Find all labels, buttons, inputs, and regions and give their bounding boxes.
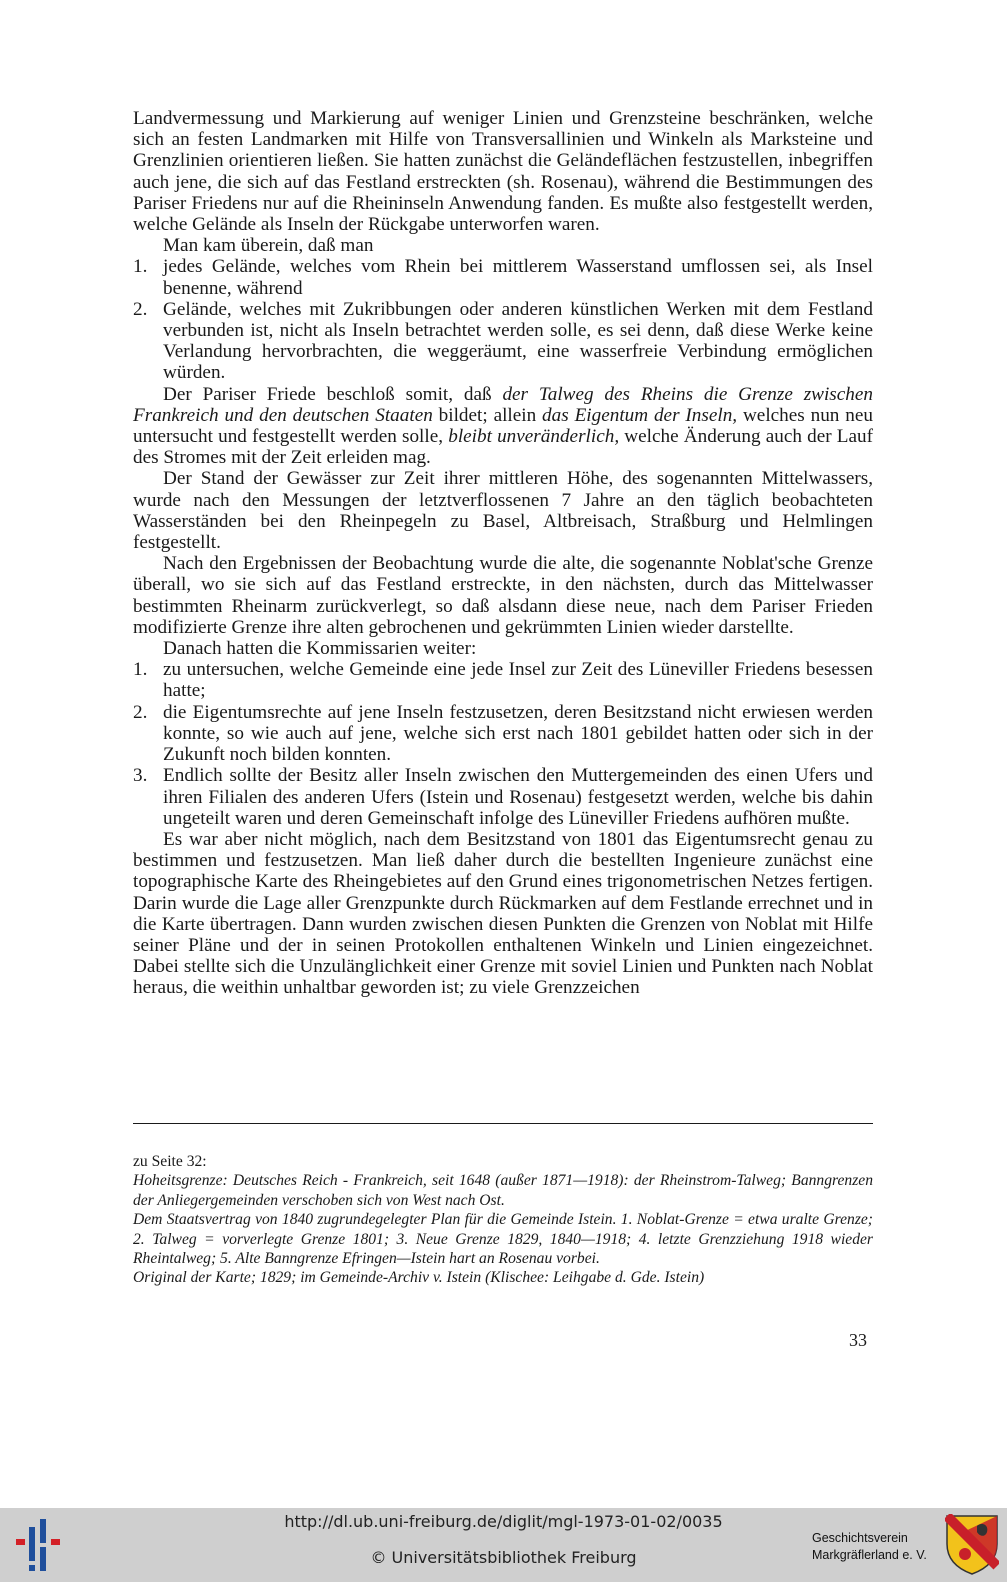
- paragraph: Nach den Ergebnissen der Beobachtung wurde die alte, die sogenannte Noblat'sche Grenze überall, wo sie sich auf das Festland erstreckte, in den nächsten, durch das Mittelwasser bestimmten Rheinarm zurückverlegt, so daß alsdann diese neue, nach dem Pariser Frieden modifizierte Grenze ihre alten gebrochenen und gekrümmten Linien wieder darstellte.: [133, 553, 873, 638]
- footnote-divider: [133, 1123, 873, 1124]
- footer-copyright: © Universitätsbibliothek Freiburg: [370, 1548, 637, 1567]
- text-run: Der Pariser Friede beschloß somit, daß: [163, 383, 503, 405]
- list-number: 2.: [133, 298, 148, 320]
- paragraph: Danach hatten die Kommissarien weiter:: [163, 638, 477, 660]
- paragraph: Landvermessung und Markierung auf weniger Linien und Grenzsteine beschränken, welche sich an festen Landmarken mit Hilfe von Transversallinien und Winkeln als Marksteine und Grenzlinien orientieren ließen. Sie hatten zunächst die Geländeflächen festzustellen, inbegriffen auch jene, die sich auf das Festland erstreckten (sh. Rosenau), während die Bestimmungen des Pariser Friedens nur auf die Rheininseln Anwendung fanden. Es mußte also festgestellt werden, welche Gelände als Inseln der Rückgabe unterworfen waren.: [133, 108, 873, 236]
- list-text: Gelände, welches mit Zukribbungen oder anderen künstlichen Werken mit dem Festland verbunden ist, nicht als Inseln betrachtet werden solle, es sei denn, daß diese Werke keine Verlandung hervorbrachten, die weggeräumt, eine wasserfreie Verbindung ermöglichen würden.: [163, 298, 873, 384]
- list-text: jedes Gelände, welches vom Rhein bei mittlerem Wasserstand umflossen sei, als Insel benenne, während: [163, 256, 873, 299]
- paragraph: Der Stand der Gewässer zur Zeit ihrer mittleren Höhe, des sogenannten Mittelwassers, wurde nach den Messungen der letztverflossenen 7 Jahre an den täglich beobachteten Wasserständen bei den Rheinpegeln zu Basel, Altbreisach, Straßburg und Helmlingen festgestellt.: [133, 468, 873, 554]
- list-number: 3.: [133, 765, 148, 787]
- emphasis: das Eigentum der Inseln,: [542, 404, 738, 426]
- list-item: [133, 659, 873, 701]
- text-run: welches nun neu untersucht und festgestellt werden solle,: [133, 404, 873, 448]
- footnote-ref: zu Seite 32:: [133, 1153, 207, 1170]
- coat-of-arms-icon: [945, 1514, 999, 1576]
- list-number: 1.: [133, 659, 148, 681]
- list-number: 1.: [133, 256, 148, 278]
- emphasis: der Talweg des Rheins die Grenze zwischen Frankreich und den deutschen Staaten: [133, 383, 873, 426]
- text-run: bildet; allein: [432, 404, 543, 426]
- footnote-text: Hoheitsgrenze: Deutsches Reich - Frankreich, seit 1648 (außer 1871—1918): der Rheinstrom-Talweg; Banngrenzen der Anliegergemeinden verschoben sich von West nach Ost.: [133, 1172, 873, 1209]
- list-item: [133, 702, 873, 766]
- paragraph: Es war aber nicht möglich, nach dem Besitzstand von 1801 das Eigentumsrecht genau zu bestimmen und festzusetzen. Man ließ daher durch die bestellten Ingenieure zunächst eine topographische Karte des Rheingebietes auf den Grund eines trigonometrischen Netzes fertigen. Darin wurde die Lage aller Grenzpunkte durch Rückmarken auf dem Festlande errechnet und in die Karte übertragen. Dann wurden zwischen diesen Punkten die Grenzen von Noblat mit Hilfe seiner Pläne und der in seinen Protokollen enthaltenen Winkeln und Linien eingezeichnet. Dabei stellte sich die Unzulänglichkeit einer Grenze mit soviel Linien und Punkten nach Noblat heraus, die weithin unhaltbar geworden ist; zu viele Grenzzeichen: [133, 828, 873, 999]
- footer-url-link[interactable]: http://dl.ub.uni-freiburg.de/diglit/mgl-1973-01-02/0035: [284, 1512, 723, 1531]
- footnote-text: Original der Karte; 1829; im Gemeinde-Archiv v. Istein (Klischee: Leihgabe d. Gde. Istein): [133, 1269, 705, 1287]
- publisher-line: Markgräflerland e. V.: [812, 1548, 927, 1562]
- list-text: zu untersuchen, welche Gemeinde eine jede Insel zur Zeit des Lüneviller Friedens besessen hatte;: [163, 659, 873, 702]
- publisher-line: Geschichtsverein: [812, 1531, 908, 1545]
- list-item: [133, 765, 873, 829]
- footnotes: [133, 1152, 873, 1288]
- list-text: die Eigentumsrechte auf jene Inseln festzusetzen, deren Besitzstand nicht erwiesen werden konnte, so wie auch auf jene, welche sich erst nach 1801 gebildet hatten oder sich in der Zukunft noch bilden konnten.: [163, 701, 873, 766]
- footnote-text: Dem Staatsvertrag von 1840 zugrundegelegter Plan für die Gemeinde Istein. 1. Noblat-Grenze = etwa uralte Grenze; 2. Talweg = vorverlegte Grenze 1801; 3. Neue Grenze 1829, 1840—1918; 4. letzte Grenzziehung 1918 wieder Rheintalweg; 5. Alte Banngrenze Efringen—Istein hart an Rosenau vorbei.: [133, 1211, 873, 1268]
- paragraph: Man kam überein, daß man: [163, 235, 374, 257]
- body-text: [133, 108, 873, 999]
- emphasis: bleibt unveränderlich,: [448, 426, 620, 448]
- list-text: Endlich sollte der Besitz aller Inseln zwischen den Muttergemeinden des einen Ufers und ihren Filialen des anderen Ufers (Istein und Rosenau) festgesetzt werden, welche bis dahin ungeteilt waren und deren Gemeinschaft infolge des Lüneviller Friedens aufhören mußte.: [163, 765, 873, 829]
- list-item: [133, 299, 873, 384]
- publisher-name: [812, 1530, 927, 1564]
- text-run: welche Änderung auch der Lauf des Stromes mit der Zeit erleiden mag.: [133, 426, 874, 469]
- page-number: 33: [849, 1330, 867, 1350]
- list-number: 2.: [133, 701, 148, 723]
- list-item: [133, 256, 873, 298]
- paragraph: [133, 384, 873, 469]
